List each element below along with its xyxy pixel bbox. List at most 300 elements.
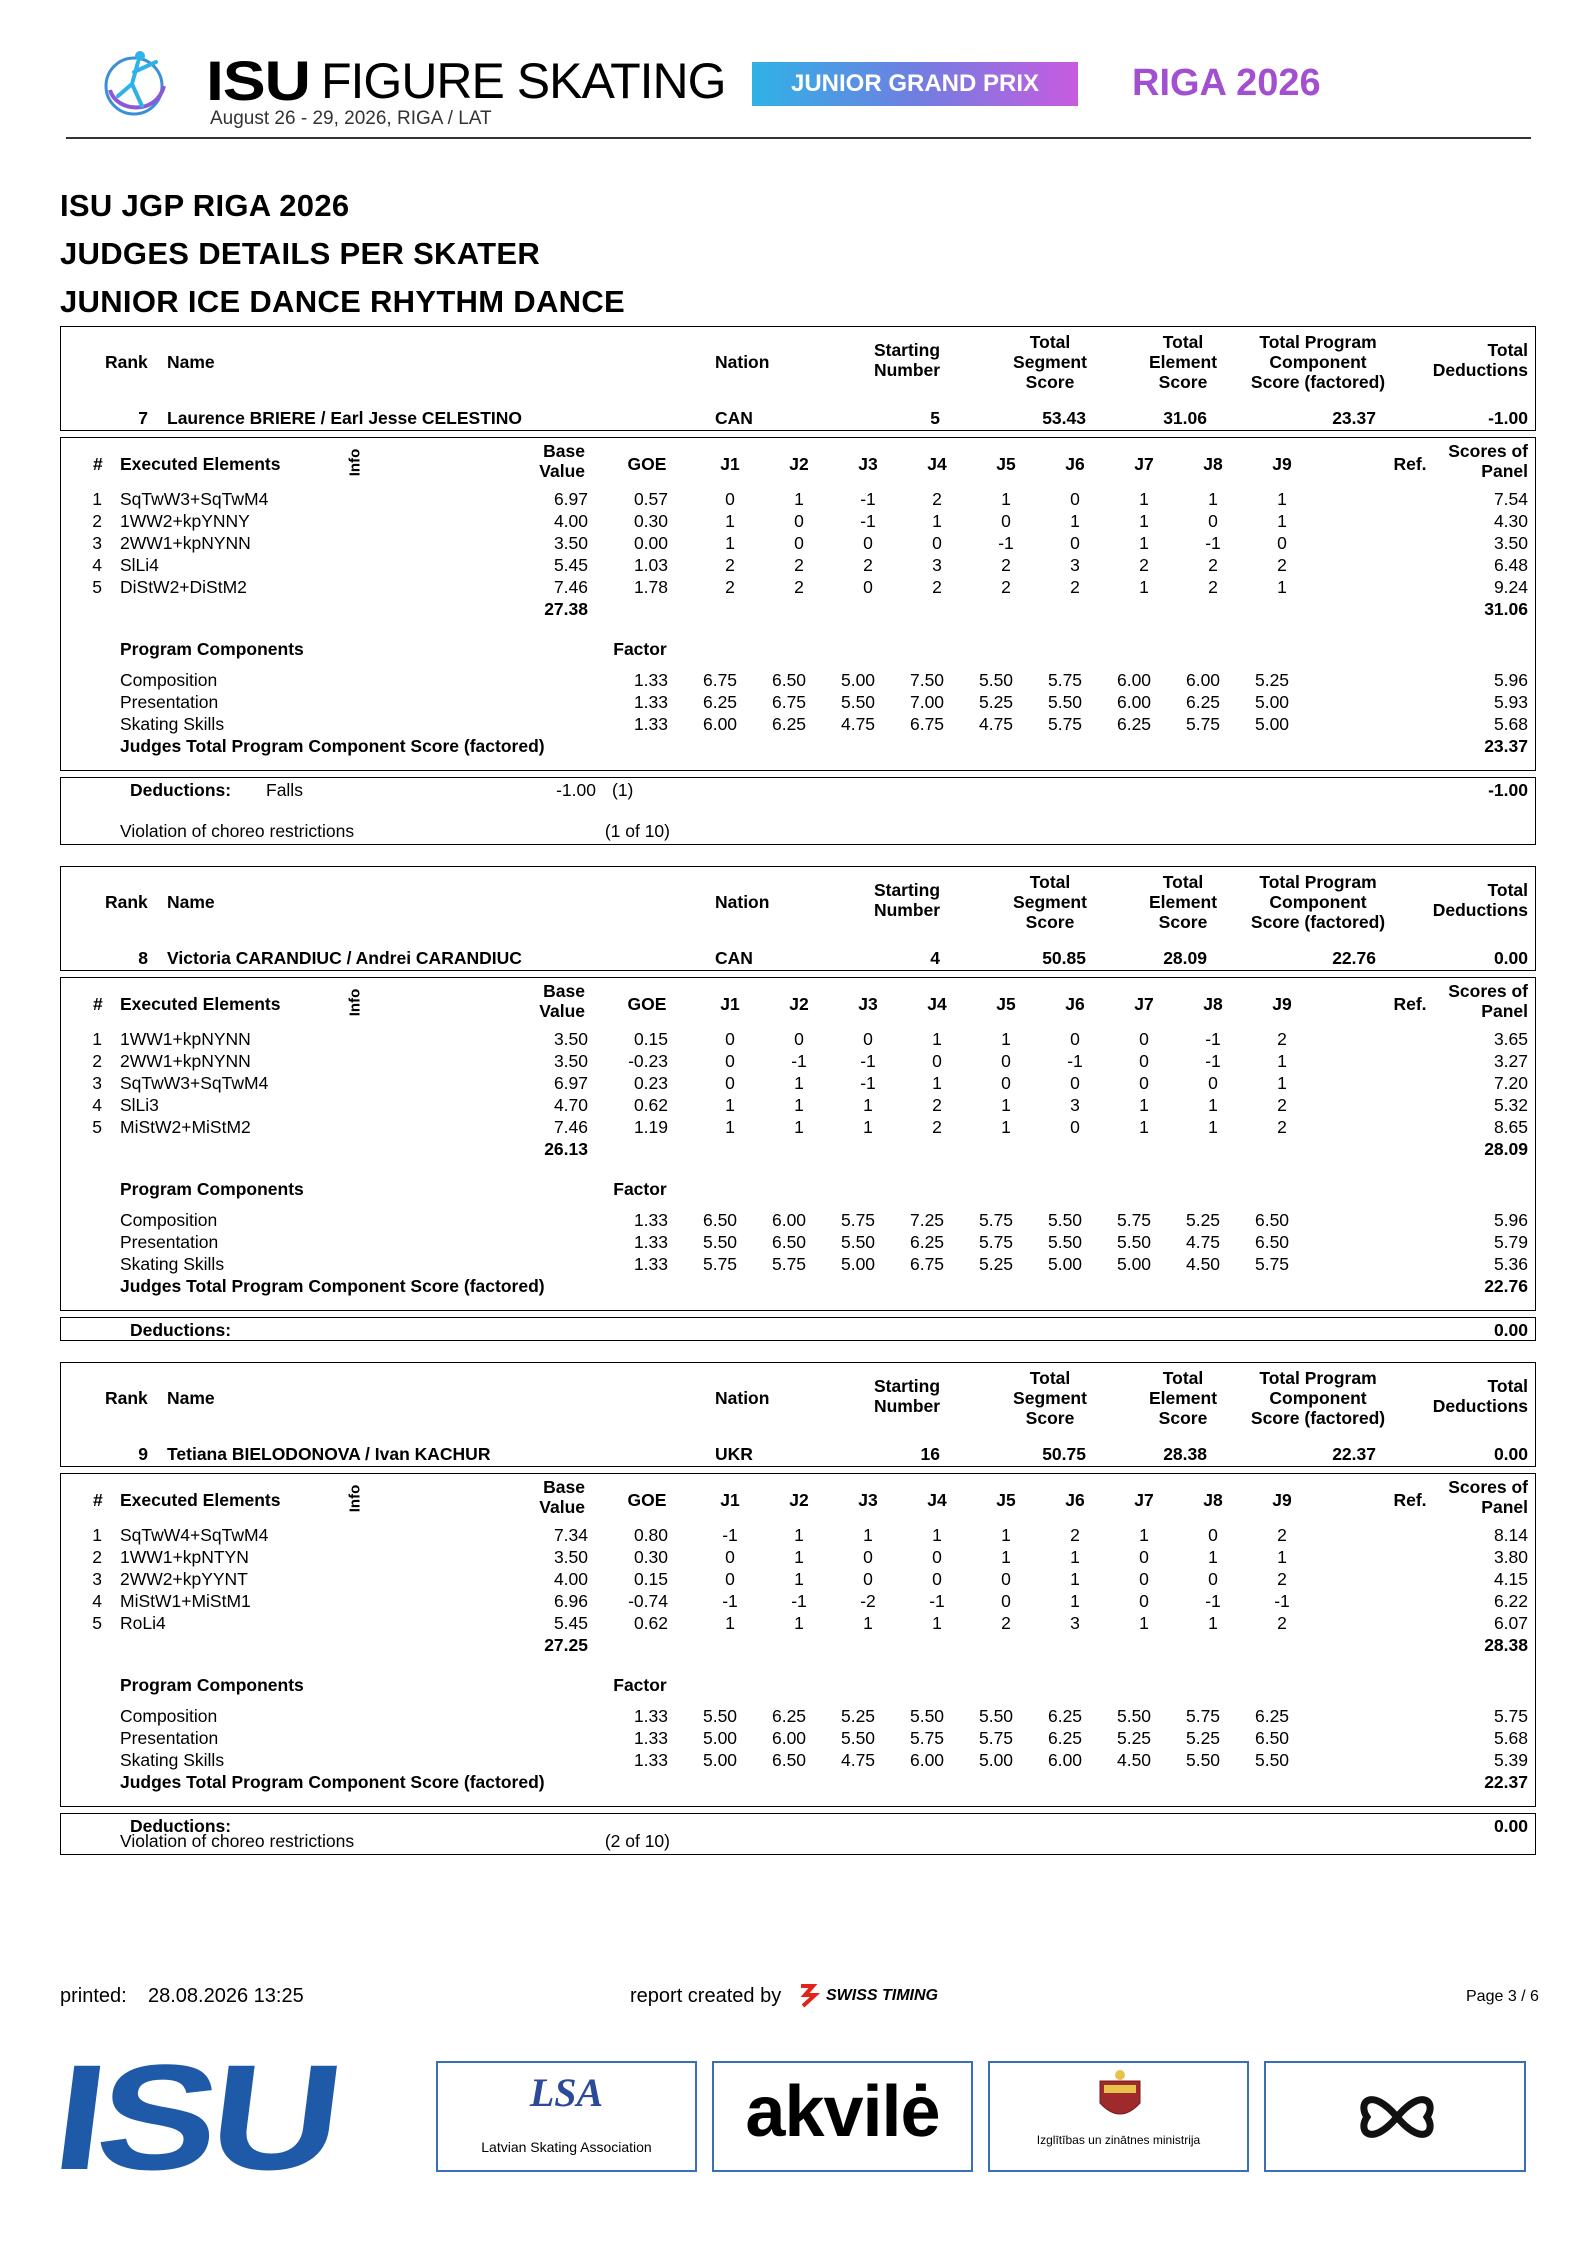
element-judge-score: 2 bbox=[932, 1117, 942, 1137]
event-dates-place: August 26 - 29, 2026, RIGA / LAT bbox=[210, 108, 492, 129]
element-judge-score: 1 bbox=[725, 1117, 735, 1137]
skater-nation: CAN bbox=[715, 408, 753, 428]
element-judge-score: 2 bbox=[932, 1095, 942, 1115]
element-judge-score: 1 bbox=[1139, 533, 1149, 553]
judge-header-4: J4 bbox=[927, 994, 947, 1014]
component-judge-score: 6.00 bbox=[1185, 670, 1221, 690]
component-judge-score: 5.00 bbox=[1254, 692, 1290, 712]
element-judge-score: 0 bbox=[1070, 1073, 1080, 1093]
element-judge-score: 2 bbox=[725, 555, 735, 575]
component-judge-score: 5.25 bbox=[1116, 1728, 1152, 1748]
component-judge-score: 5.00 bbox=[978, 1750, 1014, 1770]
element-judge-score: 1 bbox=[725, 1613, 735, 1633]
element-judge-score: -1 bbox=[1205, 1591, 1221, 1611]
skater-rank: 7 bbox=[138, 408, 148, 428]
component-judge-score: 5.00 bbox=[1254, 714, 1290, 734]
component-judge-score: 7.00 bbox=[909, 692, 945, 712]
element-judge-score: 0 bbox=[1139, 1569, 1149, 1589]
ref-header: Ref. bbox=[1393, 454, 1427, 474]
component-judge-score: 5.50 bbox=[702, 1232, 738, 1252]
component-judge-score: 5.75 bbox=[1254, 1254, 1290, 1274]
deductions-total: 0.00 bbox=[1493, 1816, 1528, 1836]
element-judge-score: -1 bbox=[860, 511, 876, 531]
component-judge-score: 4.75 bbox=[840, 1750, 876, 1770]
goe-header: GOE bbox=[627, 454, 667, 474]
skater-name: Tetiana BIELODONOVA / Ivan KACHUR bbox=[167, 1444, 491, 1464]
figure-skating-wordmark: FIGURE SKATING bbox=[321, 53, 726, 109]
element-judge-score: 2 bbox=[1208, 577, 1218, 597]
component-judge-score: 5.25 bbox=[978, 1254, 1014, 1274]
element-panel-score: 3.50 bbox=[1493, 533, 1528, 553]
component-judge-score: 5.25 bbox=[978, 692, 1014, 712]
component-judge-score: 5.50 bbox=[1254, 1750, 1290, 1770]
judge-header-9: J9 bbox=[1272, 1490, 1292, 1510]
component-name: Composition bbox=[120, 1706, 218, 1726]
element-goe: 1.03 bbox=[633, 555, 668, 575]
deductions-label: Deductions: bbox=[130, 1816, 232, 1836]
element-panel-score: 3.27 bbox=[1493, 1051, 1528, 1071]
judge-header-8: J8 bbox=[1203, 454, 1223, 474]
component-judge-score: 5.50 bbox=[1047, 1210, 1083, 1230]
element-judge-score: 0 bbox=[725, 1073, 735, 1093]
element-judge-score: 1 bbox=[1139, 1613, 1149, 1633]
component-panel-score: 5.68 bbox=[1493, 714, 1528, 734]
component-factor: 1.33 bbox=[633, 1210, 668, 1230]
element-judge-score: 2 bbox=[932, 577, 942, 597]
nation-header: Nation bbox=[715, 892, 770, 912]
element-panel-score: 5.32 bbox=[1493, 1095, 1528, 1115]
element-base-value: 7.46 bbox=[553, 577, 588, 597]
component-judge-score: 5.75 bbox=[909, 1728, 945, 1748]
element-goe: 0.00 bbox=[633, 533, 668, 553]
violation-label: Violation of choreo restrictions bbox=[120, 1831, 355, 1851]
base-value-header: Base Value bbox=[539, 1477, 585, 1517]
isu-logo: ISU bbox=[45, 2033, 345, 2201]
judge-header-7: J7 bbox=[1134, 994, 1154, 1014]
component-judge-score: 6.00 bbox=[1047, 1750, 1083, 1770]
element-number-header: # bbox=[93, 454, 103, 474]
ref-header: Ref. bbox=[1393, 1490, 1427, 1510]
element-base-value: 4.00 bbox=[553, 511, 588, 531]
element-goe: 0.30 bbox=[633, 511, 668, 531]
component-judge-score: 6.25 bbox=[1116, 714, 1152, 734]
element-judge-score: 2 bbox=[1208, 555, 1218, 575]
component-panel-score: 5.79 bbox=[1493, 1232, 1528, 1252]
lsa-name: Latvian Skating Association bbox=[481, 2139, 652, 2155]
element-judge-score: 1 bbox=[1208, 489, 1218, 509]
tss-header: Total Segment Score bbox=[1013, 332, 1087, 392]
element-judge-score: -1 bbox=[1205, 1029, 1221, 1049]
element-judge-score: 2 bbox=[1001, 577, 1011, 597]
element-judge-score: -1 bbox=[1274, 1591, 1290, 1611]
element-judge-score: 1 bbox=[932, 1073, 942, 1093]
element-index: 3 bbox=[92, 1569, 102, 1589]
element-index: 1 bbox=[92, 489, 102, 509]
element-code: 1WW1+kpNYNN bbox=[120, 1029, 251, 1049]
total-segment-score: 50.75 bbox=[1042, 1444, 1086, 1464]
element-panel-score: 3.65 bbox=[1493, 1029, 1528, 1049]
element-code: SqTwW3+SqTwM4 bbox=[120, 489, 269, 509]
component-judge-score: 5.25 bbox=[840, 1706, 876, 1726]
element-base-value: 5.45 bbox=[553, 1613, 588, 1633]
base-value-total: 26.13 bbox=[544, 1139, 588, 1159]
element-judge-score: 1 bbox=[1208, 1547, 1218, 1567]
element-goe: -0.74 bbox=[628, 1591, 668, 1611]
element-base-value: 3.50 bbox=[553, 1029, 588, 1049]
element-judge-score: 2 bbox=[932, 489, 942, 509]
component-panel-score: 5.96 bbox=[1493, 670, 1528, 690]
component-judge-score: 5.75 bbox=[978, 1728, 1014, 1748]
component-factor: 1.33 bbox=[633, 1254, 668, 1274]
element-judge-score: 0 bbox=[1001, 1569, 1011, 1589]
component-judge-score: 6.00 bbox=[909, 1750, 945, 1770]
total-element-score: 28.09 bbox=[1163, 948, 1207, 968]
element-base-value: 6.96 bbox=[553, 1591, 588, 1611]
element-base-value: 4.70 bbox=[553, 1095, 588, 1115]
total-segment-score: 50.85 bbox=[1042, 948, 1086, 968]
component-factor: 1.33 bbox=[633, 692, 668, 712]
element-judge-score: 0 bbox=[1070, 489, 1080, 509]
element-judge-score: 1 bbox=[794, 1095, 804, 1115]
page-number: Page 3 / 6 bbox=[1466, 1988, 1539, 2005]
component-judge-score: 5.75 bbox=[978, 1210, 1014, 1230]
element-base-value: 6.97 bbox=[553, 489, 588, 509]
tes-header: Total Element Score bbox=[1148, 332, 1218, 392]
element-judge-score: -1 bbox=[1205, 1051, 1221, 1071]
component-judge-score: 6.00 bbox=[771, 1728, 807, 1748]
swiss-timing-logo: SWISS TIMING bbox=[826, 1987, 938, 2004]
riga-2026-wordmark: RIGA 2026 bbox=[1132, 62, 1321, 104]
element-panel-score: 4.30 bbox=[1493, 511, 1528, 531]
violation-label: Violation of choreo restrictions bbox=[120, 821, 355, 841]
element-panel-score: 7.20 bbox=[1493, 1073, 1528, 1093]
element-judge-score: 2 bbox=[1139, 555, 1149, 575]
component-judge-score: 6.00 bbox=[702, 714, 738, 734]
component-judge-score: 5.75 bbox=[1185, 714, 1221, 734]
element-judge-score: -1 bbox=[1205, 533, 1221, 553]
element-code: SqTwW3+SqTwM4 bbox=[120, 1073, 269, 1093]
component-judge-score: 6.50 bbox=[1254, 1232, 1290, 1252]
clover-logo-icon bbox=[1352, 2077, 1442, 2157]
element-judge-score: 0 bbox=[794, 533, 804, 553]
element-index: 3 bbox=[92, 533, 102, 553]
element-judge-score: 2 bbox=[1277, 1525, 1287, 1545]
element-judge-score: 0 bbox=[1001, 1591, 1011, 1611]
judge-header-2: J2 bbox=[789, 454, 809, 474]
element-judge-score: 1 bbox=[932, 511, 942, 531]
skater-nation: CAN bbox=[715, 948, 753, 968]
judge-header-4: J4 bbox=[927, 454, 947, 474]
component-panel-score: 5.96 bbox=[1493, 1210, 1528, 1230]
pcs-total-value: 22.76 bbox=[1484, 1276, 1528, 1296]
element-judge-score: 3 bbox=[1070, 1095, 1080, 1115]
judge-header-8: J8 bbox=[1203, 1490, 1223, 1510]
component-judge-score: 5.50 bbox=[840, 1728, 876, 1748]
element-base-value: 6.97 bbox=[553, 1073, 588, 1093]
element-judge-score: 0 bbox=[1139, 1051, 1149, 1071]
element-judge-score: 2 bbox=[794, 555, 804, 575]
element-judge-score: 0 bbox=[725, 489, 735, 509]
deductions-box bbox=[60, 1317, 1536, 1341]
element-code: SlLi3 bbox=[120, 1095, 159, 1115]
element-index: 2 bbox=[92, 511, 102, 531]
tes-header: Total Element Score bbox=[1148, 1368, 1218, 1428]
element-base-value: 7.46 bbox=[553, 1117, 588, 1137]
element-goe: 0.62 bbox=[633, 1613, 668, 1633]
component-judge-score: 6.50 bbox=[1254, 1728, 1290, 1748]
element-judge-score: 0 bbox=[863, 577, 873, 597]
total-element-score: 28.38 bbox=[1163, 1444, 1207, 1464]
element-goe: 0.23 bbox=[633, 1073, 668, 1093]
component-judge-score: 6.25 bbox=[771, 1706, 807, 1726]
element-number-header: # bbox=[93, 994, 103, 1014]
element-score-total: 31.06 bbox=[1484, 599, 1528, 619]
element-code: SlLi4 bbox=[120, 555, 159, 575]
competition-title: ISU JGP RIGA 2026 bbox=[60, 188, 350, 223]
deduction-item: Falls bbox=[266, 780, 303, 800]
deductions-header: Total Deductions bbox=[1432, 1376, 1528, 1416]
skater-rank: 8 bbox=[138, 948, 148, 968]
component-panel-score: 5.36 bbox=[1493, 1254, 1528, 1274]
report-created-by: report created by bbox=[630, 1985, 782, 2007]
deductions-label: Deductions: bbox=[130, 780, 232, 800]
element-index: 2 bbox=[92, 1547, 102, 1567]
element-index: 5 bbox=[92, 1613, 102, 1633]
element-base-value: 3.50 bbox=[553, 1547, 588, 1567]
element-judge-score: 1 bbox=[1070, 511, 1080, 531]
element-judge-score: 0 bbox=[1070, 1117, 1080, 1137]
component-judge-score: 5.75 bbox=[771, 1254, 807, 1274]
component-judge-score: 5.25 bbox=[1254, 670, 1290, 690]
element-index: 1 bbox=[92, 1029, 102, 1049]
header-divider bbox=[66, 137, 1531, 139]
element-judge-score: 2 bbox=[1277, 1613, 1287, 1633]
swiss-timing-icon bbox=[797, 1982, 823, 2008]
element-index: 1 bbox=[92, 1525, 102, 1545]
deductions-total: -1.00 bbox=[1488, 780, 1528, 800]
total-element-score: 31.06 bbox=[1163, 408, 1207, 428]
element-goe: 0.15 bbox=[633, 1029, 668, 1049]
element-judge-score: 1 bbox=[794, 1569, 804, 1589]
element-judge-score: 0 bbox=[1001, 511, 1011, 531]
component-factor: 1.33 bbox=[633, 1750, 668, 1770]
skater-emblem-icon bbox=[96, 42, 176, 122]
element-goe: 0.30 bbox=[633, 1547, 668, 1567]
program-components-header: Program Components bbox=[120, 1675, 304, 1695]
clover-sponsor bbox=[1264, 2061, 1526, 2172]
element-judge-score: 2 bbox=[1277, 1117, 1287, 1137]
element-judge-score: 1 bbox=[1139, 1095, 1149, 1115]
element-base-value: 5.45 bbox=[553, 555, 588, 575]
component-name: Skating Skills bbox=[120, 1254, 225, 1274]
segment-title: JUNIOR ICE DANCE RHYTHM DANCE bbox=[60, 284, 626, 319]
component-judge-score: 6.25 bbox=[1047, 1728, 1083, 1748]
total-deductions: 0.00 bbox=[1493, 1444, 1528, 1464]
judge-header-1: J1 bbox=[720, 454, 740, 474]
lsa-sponsor bbox=[436, 2061, 697, 2172]
skater-name: Victoria CARANDIUC / Andrei CARANDIUC bbox=[167, 948, 522, 968]
skater-rank: 9 bbox=[138, 1444, 148, 1464]
component-name: Composition bbox=[120, 1210, 218, 1230]
component-panel-score: 5.39 bbox=[1493, 1750, 1528, 1770]
element-judge-score: 0 bbox=[932, 1547, 942, 1567]
judge-header-7: J7 bbox=[1134, 454, 1154, 474]
component-judge-score: 6.25 bbox=[1047, 1706, 1083, 1726]
element-judge-score: 2 bbox=[1001, 555, 1011, 575]
goe-header: GOE bbox=[627, 994, 667, 1014]
goe-header: GOE bbox=[627, 1490, 667, 1510]
lsa-logo-mark: LSA bbox=[529, 2070, 604, 2115]
component-name: Presentation bbox=[120, 692, 219, 712]
judge-header-5: J5 bbox=[996, 1490, 1016, 1510]
pcs-total-label: Judges Total Program Component Score (factored) bbox=[120, 1772, 545, 1792]
nation-header: Nation bbox=[715, 352, 770, 372]
component-judge-score: 5.00 bbox=[840, 670, 876, 690]
element-panel-score: 6.48 bbox=[1493, 555, 1528, 575]
element-code: SqTwW4+SqTwM4 bbox=[120, 1525, 269, 1545]
deductions-header: Total Deductions bbox=[1432, 880, 1528, 920]
component-judge-score: 5.00 bbox=[702, 1750, 738, 1770]
element-judge-score: 1 bbox=[1277, 489, 1287, 509]
element-judge-score: 1 bbox=[1001, 489, 1011, 509]
element-panel-score: 7.54 bbox=[1493, 489, 1528, 509]
element-judge-score: 0 bbox=[725, 1569, 735, 1589]
skater-name: Laurence BRIERE / Earl Jesse CELESTINO bbox=[167, 408, 522, 428]
event-header bbox=[66, 34, 1531, 138]
element-judge-score: 0 bbox=[863, 533, 873, 553]
component-judge-score: 5.00 bbox=[840, 1254, 876, 1274]
element-judge-score: 2 bbox=[1277, 1029, 1287, 1049]
pcs-total-label: Judges Total Program Component Score (factored) bbox=[120, 736, 545, 756]
violation-value: (2 of 10) bbox=[604, 1831, 670, 1851]
component-judge-score: 6.75 bbox=[771, 692, 807, 712]
total-program-component-score: 22.76 bbox=[1332, 948, 1376, 968]
element-judge-score: 1 bbox=[1001, 1095, 1011, 1115]
element-score-total: 28.09 bbox=[1484, 1139, 1528, 1159]
component-judge-score: 5.00 bbox=[1047, 1254, 1083, 1274]
component-judge-score: 6.00 bbox=[1116, 670, 1152, 690]
component-panel-score: 5.93 bbox=[1493, 692, 1528, 712]
element-code: DiStW2+DiStM2 bbox=[120, 577, 247, 597]
element-judge-score: 1 bbox=[1001, 1117, 1011, 1137]
pcs-header: Total Program Component Score (factored) bbox=[1250, 872, 1386, 932]
component-judge-score: 4.75 bbox=[840, 714, 876, 734]
component-name: Presentation bbox=[120, 1232, 219, 1252]
component-judge-score: 6.25 bbox=[1185, 692, 1221, 712]
element-judge-score: 2 bbox=[1001, 1613, 1011, 1633]
judge-header-5: J5 bbox=[996, 454, 1016, 474]
isu-wordmark: ISU bbox=[206, 49, 310, 112]
element-judge-score: 1 bbox=[1139, 511, 1149, 531]
name-header: Name bbox=[167, 892, 215, 912]
element-number-header: # bbox=[93, 1490, 103, 1510]
deductions-header: Total Deductions bbox=[1432, 340, 1528, 380]
element-index: 5 bbox=[92, 577, 102, 597]
deduction-value: -1.00 bbox=[556, 780, 596, 800]
element-judge-score: 0 bbox=[1070, 1029, 1080, 1049]
judge-header-7: J7 bbox=[1134, 1490, 1154, 1510]
element-judge-score: 0 bbox=[932, 1051, 942, 1071]
deductions-label: Deductions: bbox=[130, 1320, 232, 1340]
element-judge-score: 1 bbox=[863, 1117, 873, 1137]
element-judge-score: 1 bbox=[794, 1525, 804, 1545]
component-judge-score: 5.50 bbox=[909, 1706, 945, 1726]
component-judge-score: 6.75 bbox=[702, 670, 738, 690]
element-judge-score: 0 bbox=[1070, 533, 1080, 553]
element-index: 3 bbox=[92, 1073, 102, 1093]
component-judge-score: 6.25 bbox=[1254, 1706, 1290, 1726]
latvia-coat-of-arms-icon bbox=[1090, 2069, 1150, 2127]
factor-header: Factor bbox=[613, 639, 667, 659]
ministry-name: Izglītības un zinātnes ministrija bbox=[1036, 2133, 1201, 2147]
component-name: Skating Skills bbox=[120, 714, 225, 734]
tes-header: Total Element Score bbox=[1148, 872, 1218, 932]
component-judge-score: 4.75 bbox=[1185, 1232, 1221, 1252]
component-judge-score: 6.50 bbox=[771, 1750, 807, 1770]
element-judge-score: 1 bbox=[1070, 1569, 1080, 1589]
element-panel-score: 6.07 bbox=[1493, 1613, 1528, 1633]
factor-header: Factor bbox=[613, 1675, 667, 1695]
element-judge-score: 1 bbox=[794, 1547, 804, 1567]
factor-header: Factor bbox=[613, 1179, 667, 1199]
element-judge-score: 0 bbox=[1139, 1029, 1149, 1049]
component-judge-score: 5.50 bbox=[1047, 692, 1083, 712]
deduction-count: (1) bbox=[612, 780, 634, 800]
name-header: Name bbox=[167, 1388, 215, 1408]
element-panel-score: 8.14 bbox=[1493, 1525, 1528, 1545]
element-code: MiStW1+MiStM1 bbox=[120, 1591, 251, 1611]
printed-label: printed: bbox=[60, 1985, 127, 2007]
judge-header-3: J3 bbox=[858, 454, 878, 474]
element-code: 1WW2+kpYNNY bbox=[120, 511, 250, 531]
component-factor: 1.33 bbox=[633, 670, 668, 690]
judge-header-8: J8 bbox=[1203, 994, 1223, 1014]
component-judge-score: 5.50 bbox=[840, 1232, 876, 1252]
element-judge-score: 0 bbox=[725, 1547, 735, 1567]
element-judge-score: 0 bbox=[932, 533, 942, 553]
component-judge-score: 5.75 bbox=[1116, 1210, 1152, 1230]
element-judge-score: -2 bbox=[860, 1591, 876, 1611]
element-judge-score: 1 bbox=[1277, 577, 1287, 597]
scores-of-panel-header: Scores of Panel bbox=[1448, 981, 1528, 1021]
element-code: 2WW1+kpNYNN bbox=[120, 1051, 251, 1071]
element-code: 2WW1+kpNYNN bbox=[120, 533, 251, 553]
scores-of-panel-header: Scores of Panel bbox=[1448, 441, 1528, 481]
total-deductions: 0.00 bbox=[1493, 948, 1528, 968]
element-judge-score: 1 bbox=[725, 533, 735, 553]
element-judge-score: 1 bbox=[1208, 1117, 1218, 1137]
element-panel-score: 3.80 bbox=[1493, 1547, 1528, 1567]
component-judge-score: 5.00 bbox=[1116, 1254, 1152, 1274]
element-base-value: 7.34 bbox=[553, 1525, 588, 1545]
element-judge-score: 0 bbox=[1001, 1073, 1011, 1093]
pcs-header: Total Program Component Score (factored) bbox=[1250, 332, 1386, 392]
total-segment-score: 53.43 bbox=[1042, 408, 1086, 428]
element-judge-score: 1 bbox=[794, 489, 804, 509]
element-index: 5 bbox=[92, 1117, 102, 1137]
component-factor: 1.33 bbox=[633, 714, 668, 734]
element-judge-score: 0 bbox=[1139, 1591, 1149, 1611]
component-judge-score: 6.50 bbox=[1254, 1210, 1290, 1230]
element-judge-score: 1 bbox=[1139, 577, 1149, 597]
component-judge-score: 6.50 bbox=[702, 1210, 738, 1230]
starting-number: 4 bbox=[930, 948, 940, 968]
judge-header-3: J3 bbox=[858, 1490, 878, 1510]
element-judge-score: 3 bbox=[1070, 555, 1080, 575]
pcs-total-value: 23.37 bbox=[1484, 736, 1528, 756]
element-index: 4 bbox=[92, 555, 102, 575]
element-judge-score: 1 bbox=[932, 1029, 942, 1049]
